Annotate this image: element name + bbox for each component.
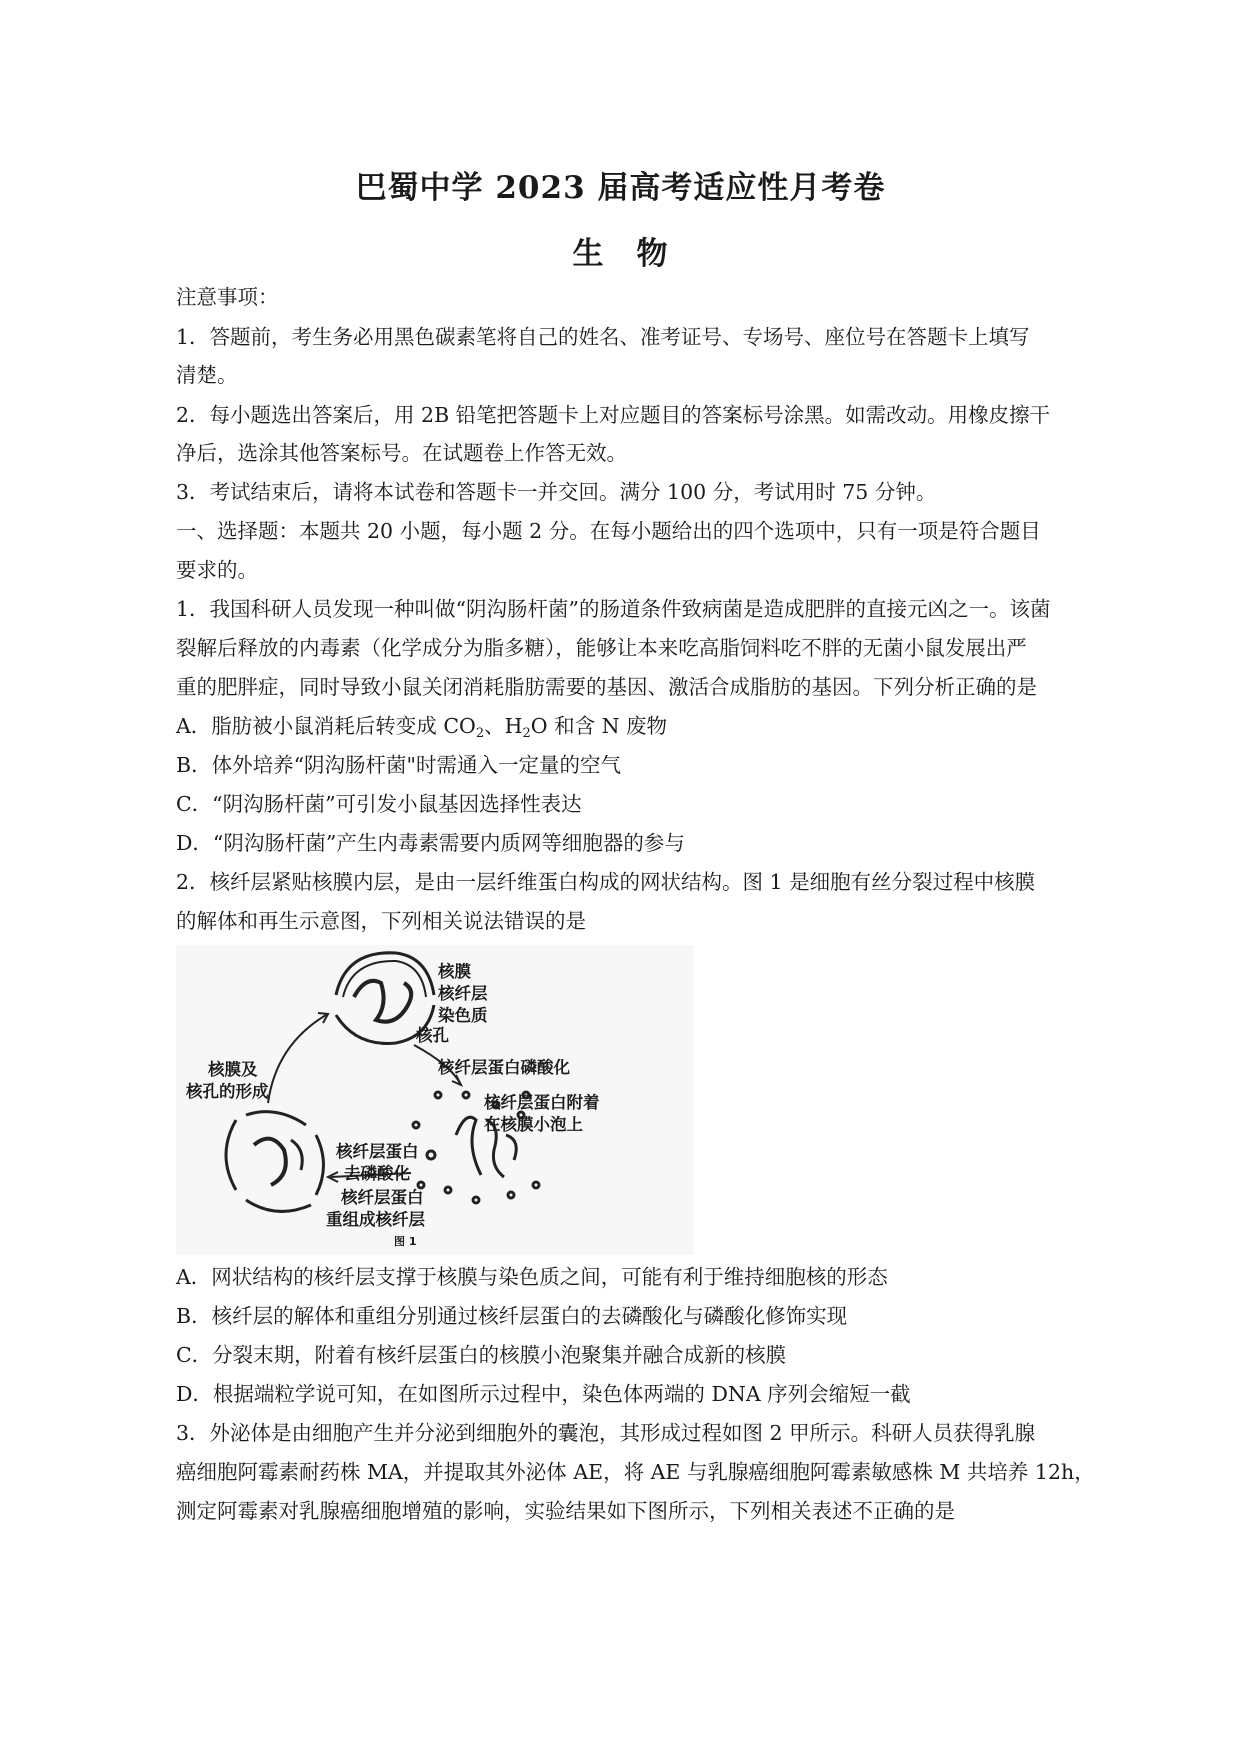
label-nuclear-membrane: 核膜 <box>438 962 471 981</box>
label-formation-line-1: 核膜及 <box>208 1060 258 1079</box>
q1-option-b: B．体外培养“阴沟肠杆菌"时需通入一定量的空气 <box>176 753 621 777</box>
exam-title: 巴蜀中学 2023 届高考适应性月考卷 <box>355 170 886 206</box>
notice-item-2-line-2: 净后，选涂其他答案标号。在试题卷上作答无效。 <box>176 441 627 465</box>
q1-option-a-sub-2: 2 <box>522 726 531 741</box>
q1-option-a-sub-1: 2 <box>475 726 485 741</box>
q1-option-a-pre: A．脂肪被小鼠消耗后转变成 CO <box>176 714 476 738</box>
subject-title: 生 物 <box>572 236 669 272</box>
q2-option-d: D．根据端粒学说可知，在如图所示过程中，染色体两端的 DNA 序列会缩短一截 <box>176 1382 911 1406</box>
label-attach-line-2: 在核膜小泡上 <box>484 1115 583 1134</box>
q1-stem-line-3: 重的肥胖症，同时导致小鼠关闭消耗脂肪需要的基因、激活合成脂肪的基因。下列分析正确的是 <box>176 675 1037 699</box>
label-reform-line-2: 重组成核纤层 <box>326 1210 425 1229</box>
label-reform-line-1: 核纤层蛋白 <box>341 1188 424 1207</box>
label-nuclear-pore: 核孔 <box>416 1026 449 1045</box>
q1-stem-line-1: 1．我国科研人员发现一种叫做“阴沟肠杆菌”的肠道条件致病菌是造成肥胖的直接元凶之一。该菌 <box>176 597 1051 621</box>
notice-heading: 注意事项： <box>176 285 279 309</box>
q1-option-c: C．“阴沟肠杆菌”可引发小鼠基因选择性表达 <box>176 792 582 816</box>
notice-item-1-line-2: 清楚。 <box>176 363 238 387</box>
label-dephosphorylation-line-1: 核纤层蛋白 <box>336 1142 419 1161</box>
notice-item-1-line-1: 1．答题前，考生务必用黑色碳素笔将自己的姓名、准考证号、专场号、座位号在答题卡上填写 <box>176 325 1030 349</box>
q1-option-d: D．“阴沟肠杆菌”产生内毒素需要内质网等细胞器的参与 <box>176 831 685 855</box>
q1-stem-line-2: 裂解后释放的内毒素（化学成分为脂多糖），能够让本来吃高脂饲料吃不胖的无菌小鼠发展出严 <box>176 636 1027 660</box>
q2-option-c: C．分裂末期，附着有核纤层蛋白的核膜小泡聚集并融合成新的核膜 <box>176 1343 787 1367</box>
label-nuclear-lamina: 核纤层 <box>438 984 488 1003</box>
notice-item-3: 3．考试结束后，请将本试卷和答题卡一并交回。满分 100 分，考试用时 75 分钟。 <box>176 480 937 504</box>
q1-option-a-post: O 和含 N 废物 <box>530 714 668 738</box>
q2-option-a: A．网状结构的核纤层支撑于核膜与染色质之间，可能有利于维持细胞核的形态 <box>176 1265 888 1289</box>
notice-item-2-line-1: 2．每小题选出答案后，用 2B 铅笔把答题卡上对应题目的答案标号涂黑。如需改动。用橡皮擦干 <box>176 403 1051 427</box>
q2-stem-line-1: 2．核纤层紧贴核膜内层，是由一层纤维蛋白构成的网状结构。图 1 是细胞有丝分裂过程中核膜 <box>176 870 1036 894</box>
label-formation-line-2: 核孔的形成 <box>186 1082 269 1101</box>
label-chromatin: 染色质 <box>438 1006 488 1025</box>
label-phosphorylation: 核纤层蛋白磷酸化 <box>438 1058 570 1077</box>
figure-1-svg <box>176 945 694 1255</box>
figure-1-nuclear-envelope-cycle <box>176 945 694 1255</box>
q3-stem-line-2: 癌细胞阿霉素耐药株 MA，并提取其外泌体 AE，将 AE 与乳腺癌细胞阿霉素敏感株 M 共培养 12h， <box>176 1460 1095 1484</box>
section-1-line-1: 一、选择题：本题共 20 小题，每小题 2 分。在每小题给出的四个选项中，只有一项是符合题目 <box>176 519 1041 543</box>
label-attach-line-1: 核纤层蛋白附着 <box>484 1093 600 1112</box>
q2-option-b: B．核纤层的解体和重组分别通过核纤层蛋白的去磷酸化与磷酸化修饰实现 <box>176 1304 848 1328</box>
q1-option-a <box>176 711 1086 741</box>
figure-1-caption: 图 1 <box>394 1235 417 1248</box>
section-1-line-2: 要求的。 <box>176 558 258 582</box>
q3-stem-line-3: 测定阿霉素对乳腺癌细胞增殖的影响，实验结果如下图所示，下列相关表述不正确的是 <box>176 1499 955 1523</box>
q3-stem-line-1: 3．外泌体是由细胞产生并分泌到细胞外的囊泡，其形成过程如图 2 甲所示。科研人员获得乳腺 <box>176 1421 1036 1445</box>
q2-stem-line-2: 的解体和再生示意图，下列相关说法错误的是 <box>176 909 586 933</box>
q1-option-a-mid: 、H <box>484 714 523 738</box>
label-dephosphorylation-line-2: 去磷酸化 <box>344 1164 410 1183</box>
